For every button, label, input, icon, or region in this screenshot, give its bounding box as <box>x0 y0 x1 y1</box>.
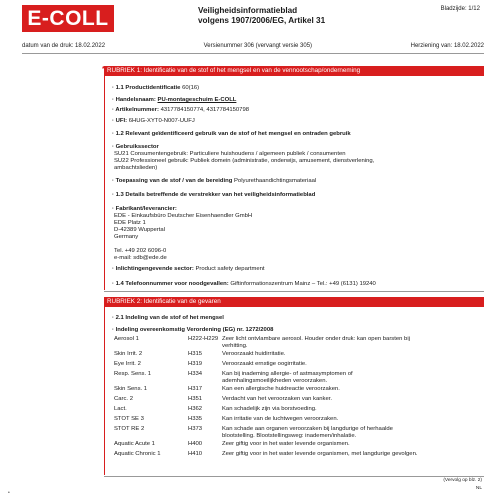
hazard-statement-cont: ademhalingsmoeilijkheden veroorzaken. <box>222 378 328 384</box>
hazard-class: Carc. 2 <box>114 396 133 402</box>
relevant-use-heading: · 1.2 Relevant geïdentificeerd gebruik van de stof of het mengsel en ontraden gebruik <box>112 131 351 137</box>
address-line-4: Germany <box>114 234 139 240</box>
hazard-statement: Kan schadelijk zijn via borstvoeding. <box>222 406 317 412</box>
hazard-statement: Verdacht van het veroorzaken van kanker. <box>222 396 333 402</box>
hazard-statement: Kan schade aan organen veroorzaken bij langdurige of herhaalde <box>222 426 393 432</box>
su22-cont: ambachtslieden) <box>114 165 158 171</box>
hazard-code: H317 <box>188 386 203 392</box>
emergency-phone: · 1.4 Telefoonnummer voor noodgevallen: Giftinformationszentrum Mainz – Tel.: +49 (6131) 19240 <box>112 281 376 287</box>
hazard-statement: Zeer giftig voor in het water levende organismen. <box>222 441 350 447</box>
section-1-margin-line <box>104 76 105 290</box>
product-id: · 1.1 Productidentificatie 60(16) <box>112 85 200 91</box>
page-end-rule <box>104 476 484 477</box>
hazard-statement-cont: verhitting. <box>222 343 248 349</box>
address-line-3: D-42389 Wuppertal <box>114 227 165 233</box>
hazard-class: Aquatic Chronic 1 <box>114 451 161 457</box>
hazard-class: Skin Irrit. 2 <box>114 351 143 357</box>
article-number: · Artikelnummer: 4317784150774, 4317784150798 <box>112 107 250 113</box>
application: · Toepassing van de stof / van de bereiding Polyurethaandichtingsmateriaal <box>112 178 317 184</box>
version-number: Versienummer 306 (vervangt versie 305) <box>203 43 313 49</box>
hazard-code: H334 <box>188 371 203 377</box>
email[interactable]: e-mail: sdb@ede.de <box>114 255 167 261</box>
hazard-class: Aquatic Acute 1 <box>114 441 155 447</box>
hazard-code: H400 <box>188 441 203 447</box>
classification-heading: · 2.1 Indeling van de stof of het mengsel <box>112 315 224 321</box>
document-title <box>198 6 325 26</box>
hazard-statement: Kan irritatie van de luchtwegen veroorzaken. <box>222 416 339 422</box>
continued-note: (Vervolg op blz. 2) <box>443 478 482 483</box>
hazard-class: Eye Irrit. 2 <box>114 361 141 367</box>
hazard-code: H222-H229 <box>188 336 219 342</box>
hazard-statement: Kan bij inademing allergie- of astmasymptomen of <box>222 371 353 377</box>
hazard-statement: Veroorzaakt ernstige oogirritatie. <box>222 361 307 367</box>
hazard-class: STOT SE 3 <box>114 416 144 422</box>
hazard-class: STOT RE 2 <box>114 426 145 432</box>
meta-row <box>22 43 484 49</box>
use-sector-label: · Gebruikssector <box>112 144 159 150</box>
manufacturer-label: · Fabrikant/leverancier: <box>112 206 177 212</box>
section-2-margin-line <box>104 307 105 475</box>
header-divider <box>22 53 484 54</box>
page-number: Bladzijde: 1/12 <box>440 6 480 12</box>
hazard-statement: Kan een allergische huidreactie veroorzaken. <box>222 386 340 392</box>
hazard-code: H319 <box>188 361 203 367</box>
title-line-2: volgens 1907/2006/EG, Artikel 31 <box>198 16 326 25</box>
revision-date: Herziening van: 18.02.2022 <box>410 43 484 49</box>
regulation-heading: · Indeling overeenkomstig Verordening (EG) nr. 1272/2008 <box>112 327 274 333</box>
hazard-statement: Veroorzaakt huidirritatie. <box>222 351 286 357</box>
hazard-class: Skin Sens. 1 <box>114 386 148 392</box>
corner-mark: • <box>8 490 10 496</box>
hazard-code: H351 <box>188 396 203 402</box>
su22: SU22 Professioneel gebruik: Publiek domein (administratie, onderwijs, amusement, dienstverlening, <box>114 158 375 164</box>
hazard-code: H373 <box>188 426 203 432</box>
section-1-marker: * <box>102 66 105 73</box>
hazard-class: Lact. <box>114 406 127 412</box>
country-code: NL <box>475 486 482 491</box>
hazard-code: H362 <box>188 406 203 412</box>
su21: SU21 Consumentengebruik: Particuliere huishoudens / algemeen publiek / consumenten <box>114 151 346 157</box>
section-1-end-rule <box>104 291 484 292</box>
brand-logo: E-COLL <box>22 5 114 32</box>
address-line-1: EDE - Einkaufsbüro Deutscher Eisenhaendler GmbH <box>114 213 253 219</box>
trade-name: · Handelsnaam: PU-montageschuim E-COLL <box>112 97 237 103</box>
hazard-statement: Zeer giftig voor in het water levende organismen, met langdurige gevolgen. <box>222 451 418 457</box>
title-line-1: Veiligheidsinformatieblad <box>198 6 298 15</box>
print-date: datum van de druk: 18.02.2022 <box>22 43 106 49</box>
hazard-code: H410 <box>188 451 203 457</box>
hazard-statement: Zeer licht ontvlambare aerosol. Houder onder druk: kan open barsten bij <box>222 336 410 342</box>
ufi: · UFI: 6HUG-XYT0-N007-UUFJ <box>112 118 195 124</box>
info-sector: · Inlichtingengevende sector: Product safety department <box>112 266 265 272</box>
section-1-bar: RUBRIEK 1: Identificatie van de stof of het mengsel en van de vennootschap/onderneming <box>104 66 484 76</box>
supplier-heading: · 1.3 Details betreffende de verstrekker van het veiligheidsinformatieblad <box>112 192 316 198</box>
telephone: Tel. +49 202 6096-0 <box>114 248 167 254</box>
hazard-class: Resp. Sens. 1 <box>114 371 152 377</box>
hazard-statement-cont: blootstelling. Blootstellingsweg: inademen/inhalatie. <box>222 433 357 439</box>
address-line-2: EDE Platz 1 <box>114 220 146 226</box>
hazard-class: Aerosol 1 <box>114 336 139 342</box>
hazard-code: H315 <box>188 351 203 357</box>
hazard-code: H335 <box>188 416 203 422</box>
section-2-bar: RUBRIEK 2: Identificatie van de gevaren <box>104 297 484 307</box>
